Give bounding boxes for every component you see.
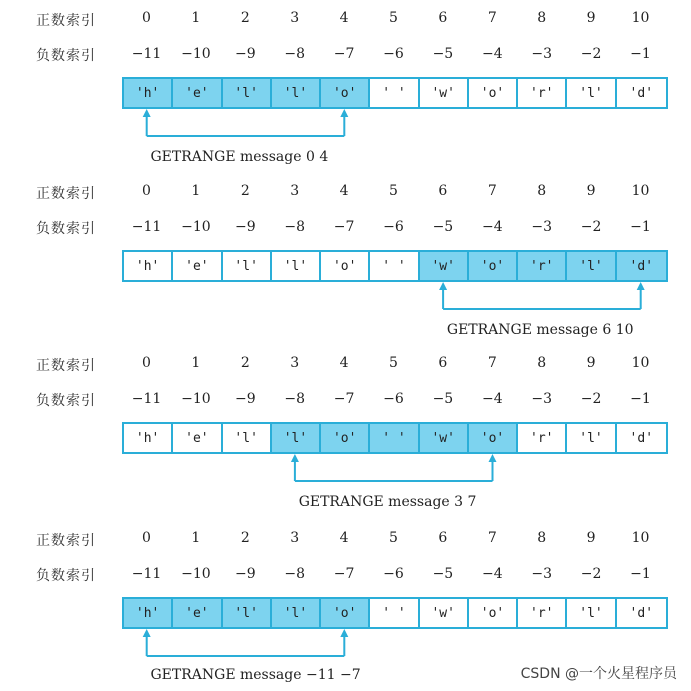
positive-index: 10 <box>631 10 650 26</box>
char-cell: 'd' <box>617 424 666 452</box>
negative-index: −5 <box>432 219 454 235</box>
negative-index: −9 <box>234 566 256 582</box>
positive-index-label: 正数索引 <box>36 13 96 29</box>
char-cell: 'h' <box>124 424 173 452</box>
negative-index: −4 <box>481 219 503 235</box>
range-caption: GETRANGE message 0 4 <box>150 149 329 165</box>
positive-index: 0 <box>142 530 151 546</box>
positive-index: 4 <box>339 10 349 26</box>
positive-index-label: 正数索引 <box>36 533 96 549</box>
positive-index: 10 <box>631 183 650 199</box>
positive-index: 6 <box>438 183 448 199</box>
positive-index: 8 <box>537 10 547 26</box>
range-bracket <box>0 453 691 493</box>
negative-index: −2 <box>580 391 602 407</box>
positive-index: 5 <box>389 355 398 371</box>
getrange-panel <box>0 0 691 170</box>
string-cells <box>122 597 668 629</box>
char-cell: 'o' <box>469 424 518 452</box>
negative-index: −11 <box>131 219 162 235</box>
char-cell: 'o' <box>321 252 370 280</box>
watermark: CSDN @一个火星程序员 <box>520 666 677 682</box>
getrange-panel <box>0 173 691 343</box>
positive-index: 8 <box>537 183 547 199</box>
negative-index: −1 <box>630 391 651 407</box>
positive-index: 9 <box>586 183 596 199</box>
positive-index: 7 <box>487 530 497 546</box>
negative-index-label: 负数索引 <box>36 568 96 584</box>
negative-index: −2 <box>580 566 602 582</box>
range-bracket <box>0 281 691 321</box>
negative-index: −4 <box>481 391 503 407</box>
char-cell: 'w' <box>420 424 469 452</box>
negative-index: −6 <box>383 566 404 582</box>
negative-index: −5 <box>432 391 454 407</box>
arrow-up-icon <box>340 629 348 637</box>
positive-index: 5 <box>389 10 398 26</box>
positive-index: 4 <box>339 183 349 199</box>
positive-index: 2 <box>240 183 250 199</box>
negative-index: −3 <box>531 566 552 582</box>
arrow-up-icon <box>489 454 497 462</box>
getrange-panel <box>0 345 691 515</box>
range-caption: GETRANGE message 6 10 <box>446 322 634 338</box>
positive-index: 1 <box>191 530 201 546</box>
arrow-up-icon <box>291 454 299 462</box>
positive-index: 6 <box>438 355 448 371</box>
negative-index: −11 <box>131 391 162 407</box>
negative-index: −7 <box>333 219 355 235</box>
positive-index: 1 <box>191 355 201 371</box>
positive-index: 10 <box>631 530 650 546</box>
char-cell: 'o' <box>321 424 370 452</box>
char-cell: 'l' <box>567 79 616 107</box>
negative-index: −11 <box>131 46 162 62</box>
char-cell: 'l' <box>272 424 321 452</box>
negative-index: −9 <box>234 219 256 235</box>
positive-index: 4 <box>339 355 349 371</box>
char-cell: 'w' <box>420 252 469 280</box>
positive-index: 3 <box>290 355 300 371</box>
char-cell: 'h' <box>124 252 173 280</box>
char-cell: 'o' <box>469 599 518 627</box>
char-cell: 'r' <box>518 599 567 627</box>
char-cell: 'l' <box>567 424 616 452</box>
range-bracket <box>0 628 691 668</box>
char-cell: 'h' <box>124 79 173 107</box>
negative-index: −1 <box>630 219 651 235</box>
char-cell: 'e' <box>173 79 222 107</box>
positive-index: 3 <box>290 10 300 26</box>
negative-index: −7 <box>333 566 355 582</box>
negative-index: −11 <box>131 566 162 582</box>
negative-index: −4 <box>481 566 503 582</box>
range-caption: GETRANGE message −11 −7 <box>150 667 361 683</box>
string-cells <box>122 422 668 454</box>
arrow-up-icon <box>143 109 151 117</box>
positive-index: 7 <box>487 183 497 199</box>
positive-index: 2 <box>240 10 250 26</box>
char-cell: ' ' <box>370 79 419 107</box>
arrow-up-icon <box>143 629 151 637</box>
char-cell: 'l' <box>567 599 616 627</box>
char-cell: 'd' <box>617 599 666 627</box>
negative-index: −2 <box>580 219 602 235</box>
arrow-up-icon <box>637 282 645 290</box>
negative-index-label: 负数索引 <box>36 48 96 64</box>
positive-index: 9 <box>586 10 596 26</box>
string-cells <box>122 77 668 109</box>
char-cell: 'o' <box>321 599 370 627</box>
arrow-up-icon <box>340 109 348 117</box>
negative-index: −5 <box>432 566 454 582</box>
positive-index: 1 <box>191 183 201 199</box>
char-cell: 'h' <box>124 599 173 627</box>
negative-index: −6 <box>383 219 404 235</box>
positive-index: 1 <box>191 10 201 26</box>
char-cell: ' ' <box>370 252 419 280</box>
negative-index: −5 <box>432 46 454 62</box>
positive-index: 7 <box>487 355 497 371</box>
positive-index: 9 <box>586 355 596 371</box>
char-cell: ' ' <box>370 424 419 452</box>
char-cell: 'l' <box>223 424 272 452</box>
negative-index: −2 <box>580 46 602 62</box>
char-cell: 'r' <box>518 79 567 107</box>
positive-index: 0 <box>142 10 151 26</box>
positive-index: 5 <box>389 183 398 199</box>
char-cell: 'l' <box>567 252 616 280</box>
char-cell: 'l' <box>223 252 272 280</box>
positive-index: 6 <box>438 530 448 546</box>
range-bracket <box>0 108 691 148</box>
positive-index: 5 <box>389 530 398 546</box>
char-cell: ' ' <box>370 599 419 627</box>
negative-index: −10 <box>181 566 211 582</box>
negative-index: −7 <box>333 391 355 407</box>
negative-index: −8 <box>284 46 305 62</box>
positive-index: 8 <box>537 530 547 546</box>
negative-index-label: 负数索引 <box>36 221 96 237</box>
positive-index-label: 正数索引 <box>36 186 96 202</box>
bracket-line <box>147 112 345 136</box>
negative-index: −3 <box>531 46 552 62</box>
negative-index: −9 <box>234 391 256 407</box>
char-cell: 'o' <box>321 79 370 107</box>
char-cell: 'e' <box>173 424 222 452</box>
negative-index: −10 <box>181 391 211 407</box>
positive-index: 6 <box>438 10 448 26</box>
char-cell: 'e' <box>173 252 222 280</box>
char-cell: 'l' <box>272 79 321 107</box>
char-cell: 'w' <box>420 79 469 107</box>
bracket-line <box>147 632 345 656</box>
char-cell: 'r' <box>518 424 567 452</box>
positive-index: 10 <box>631 355 650 371</box>
positive-index: 9 <box>586 530 596 546</box>
positive-index: 7 <box>487 10 497 26</box>
positive-index: 3 <box>290 183 300 199</box>
positive-index: 2 <box>240 355 250 371</box>
char-cell: 'r' <box>518 252 567 280</box>
char-cell: 'l' <box>223 599 272 627</box>
positive-index: 0 <box>142 183 151 199</box>
positive-index-label: 正数索引 <box>36 358 96 374</box>
char-cell: 'd' <box>617 79 666 107</box>
positive-index: 8 <box>537 355 547 371</box>
range-caption: GETRANGE message 3 7 <box>298 494 477 510</box>
char-cell: 'e' <box>173 599 222 627</box>
string-cells <box>122 250 668 282</box>
char-cell: 'o' <box>469 79 518 107</box>
negative-index: −10 <box>181 46 211 62</box>
negative-index: −10 <box>181 219 211 235</box>
negative-index: −8 <box>284 566 305 582</box>
negative-index: −1 <box>630 566 651 582</box>
char-cell: 'o' <box>469 252 518 280</box>
negative-index: −6 <box>383 391 404 407</box>
char-cell: 'l' <box>272 252 321 280</box>
positive-index: 2 <box>240 530 250 546</box>
negative-index: −8 <box>284 391 305 407</box>
char-cell: 'w' <box>420 599 469 627</box>
negative-index: −3 <box>531 219 552 235</box>
positive-index: 0 <box>142 355 151 371</box>
negative-index-label: 负数索引 <box>36 393 96 409</box>
negative-index: −9 <box>234 46 256 62</box>
char-cell: 'l' <box>272 599 321 627</box>
positive-index: 3 <box>290 530 300 546</box>
char-cell: 'l' <box>223 79 272 107</box>
negative-index: −7 <box>333 46 355 62</box>
negative-index: −6 <box>383 46 404 62</box>
bracket-line <box>443 285 641 309</box>
negative-index: −4 <box>481 46 503 62</box>
char-cell: 'd' <box>617 252 666 280</box>
positive-index: 4 <box>339 530 349 546</box>
bracket-line <box>295 457 493 481</box>
arrow-up-icon <box>439 282 447 290</box>
negative-index: −3 <box>531 391 552 407</box>
negative-index: −1 <box>630 46 651 62</box>
negative-index: −8 <box>284 219 305 235</box>
